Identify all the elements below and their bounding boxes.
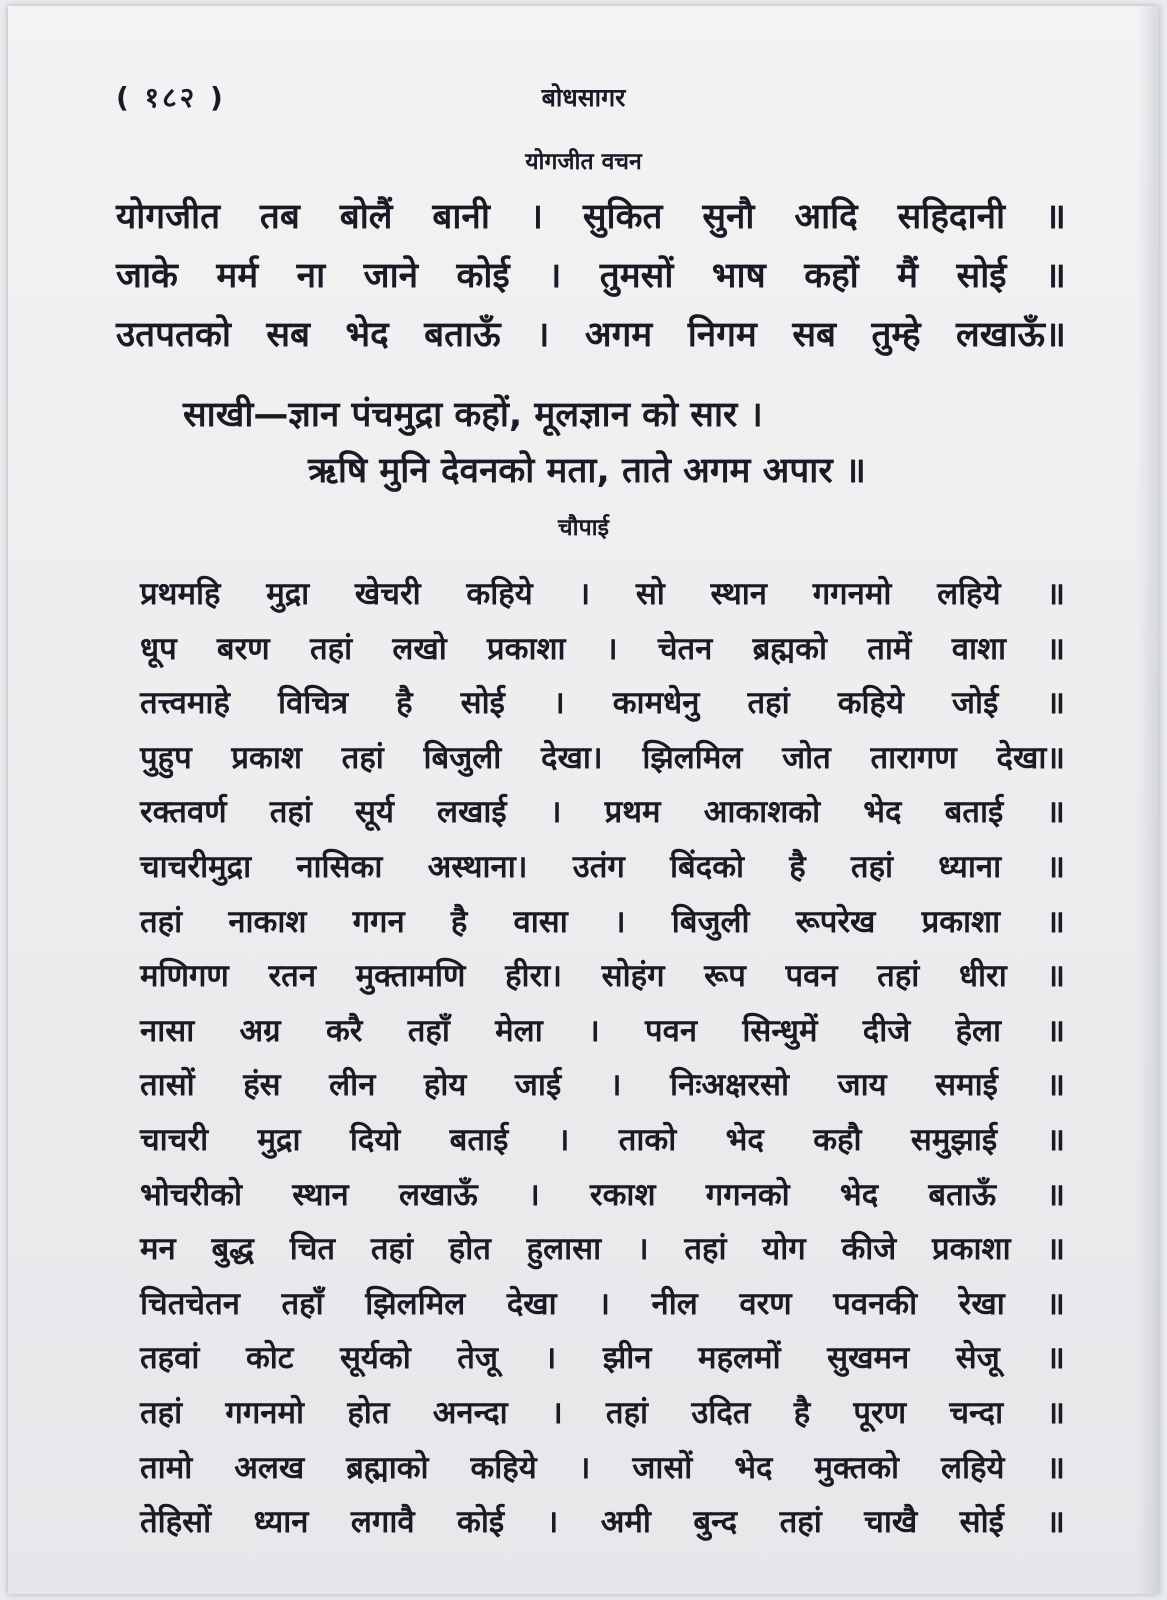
- verse-word: ॥: [1046, 1340, 1065, 1377]
- sakhi-line-2: ऋषि मुनि देवनको मता, ताते अगम अपार ॥: [308, 451, 866, 491]
- verse-word: समुझाई: [910, 1121, 998, 1158]
- verse-word: ।: [552, 685, 565, 722]
- verse-word: अलख: [234, 1449, 305, 1486]
- verse-word: सिन्धुमें: [742, 1012, 818, 1049]
- verse-word: रकाश: [589, 1176, 656, 1213]
- verse-word: ।: [548, 256, 562, 296]
- verse-word: नासिका: [296, 848, 383, 885]
- verse-word: सुखमन: [827, 1340, 910, 1377]
- verse-word: सब: [266, 315, 311, 355]
- verse-word: ना: [296, 256, 326, 296]
- verse-word: होत: [448, 1231, 491, 1268]
- verse-word: ताको: [618, 1121, 677, 1158]
- verse-word: बताऊँ: [424, 315, 501, 355]
- verse-word: तहां: [877, 958, 920, 995]
- verse-word: तामें: [867, 630, 912, 667]
- verse-word: प्रकाशा: [921, 903, 1001, 940]
- verse-word: खेचरी: [354, 576, 421, 612]
- verse-word: भेद: [863, 794, 902, 831]
- verse-word: चाचरी: [140, 1121, 209, 1158]
- verse-word: होत: [347, 1394, 390, 1431]
- verse-word: तहां: [309, 630, 353, 667]
- verse-word: देखा: [506, 1285, 557, 1322]
- verse-word: कीजे: [841, 1231, 897, 1268]
- verse-word: वरण: [739, 1285, 792, 1322]
- verse-word: पवनकी: [833, 1285, 918, 1322]
- verse-word: अगम: [584, 315, 653, 355]
- verse-word: ध्यान: [253, 1504, 309, 1541]
- verse-word: अग्र: [239, 1012, 281, 1049]
- verse-word: मन: [140, 1231, 176, 1268]
- verse-word: लगावै: [350, 1504, 415, 1541]
- verse-word: तुमसों: [599, 256, 674, 296]
- verse-word: बोलैं: [339, 197, 393, 237]
- verse-word: जाय: [837, 1067, 887, 1104]
- verse-word: कोट: [245, 1340, 294, 1377]
- verse-word: ॥: [1046, 1012, 1065, 1049]
- verse-word: चितचेतन: [140, 1285, 240, 1322]
- verse-word: सुकित: [582, 197, 663, 237]
- verse-word: सब: [792, 315, 836, 355]
- verse-word: सो: [635, 576, 665, 612]
- verse-word: ॥: [1046, 1504, 1065, 1541]
- verse-word: प्रकाशा: [487, 630, 566, 667]
- verse-word: बानी: [432, 197, 490, 237]
- verse-word: देखा॥: [996, 739, 1065, 776]
- verse-word: ।: [609, 1067, 622, 1104]
- verse-word: तहवां: [140, 1340, 200, 1377]
- verse-word: कहों: [804, 256, 859, 296]
- page-header: [8, 74, 1159, 124]
- verse-word: गगनमो: [225, 1394, 305, 1431]
- verse-word: सूर्यको: [339, 1340, 411, 1377]
- verse-line: [116, 192, 1066, 251]
- verse-word: कोई: [456, 256, 510, 296]
- verse-line: [140, 790, 1065, 845]
- verse-word: तब: [259, 197, 300, 237]
- verse-word: ।: [529, 197, 544, 237]
- verse-word: मुक्तामणि: [355, 958, 466, 995]
- verse-word: तेहिसों: [140, 1504, 212, 1541]
- verse-word: चित: [289, 1231, 336, 1268]
- verse-word: जाने: [363, 256, 419, 296]
- verse-word: ।: [527, 1176, 540, 1213]
- page-number: ( १८२ ): [116, 81, 226, 114]
- sakhi-line-1: साखी—ज्ञान पंचमुद्रा कहों, मूलज्ञान को सार ।: [183, 395, 763, 435]
- page-edge-shadow: [1137, 6, 1159, 1594]
- verse-word: कहौ: [813, 1121, 862, 1158]
- verse-word: ।: [588, 1012, 600, 1049]
- verse-word: धीरा: [958, 958, 1007, 995]
- verse-word: तहां: [605, 1394, 649, 1431]
- verse-word: लीन: [329, 1067, 376, 1104]
- verse-line: [140, 900, 1065, 955]
- verse-word: लखाई: [437, 794, 507, 831]
- verse-word: आदि: [794, 197, 858, 237]
- verse-word: कामधेनु: [612, 685, 700, 722]
- verse-word: हुलासा: [526, 1231, 602, 1268]
- verse-word: दियो: [349, 1121, 401, 1158]
- verse-word: भेद: [345, 315, 389, 355]
- verse-word: नाकाश: [228, 903, 307, 940]
- verse-word: बुद्ध: [211, 1231, 254, 1268]
- verse-word: तहां: [269, 794, 312, 831]
- verse-word: तहां: [370, 1231, 413, 1268]
- verse-word: ॥: [1046, 958, 1065, 995]
- verse-word: सोई: [956, 256, 1007, 296]
- verse-word: ॥: [1046, 576, 1065, 612]
- chaupai-verses: [140, 572, 1065, 1555]
- verse-word: ॥: [1046, 794, 1065, 831]
- verse-line: [140, 1063, 1065, 1118]
- verse-word: तहां: [140, 1394, 183, 1431]
- verse-word: बताई: [449, 1121, 509, 1158]
- verse-line: [140, 627, 1065, 682]
- verse-word: रूप: [704, 958, 746, 995]
- verse-word: ।: [544, 1340, 557, 1377]
- verse-word: तत्त्वमाहे: [140, 685, 230, 722]
- verse-word: मैं: [897, 256, 919, 296]
- verse-word: बिंदको: [670, 848, 745, 885]
- verse-word: वाशा: [951, 630, 1007, 667]
- verse-word: नील: [651, 1285, 698, 1322]
- verse-word: तारागण: [870, 739, 957, 776]
- verse-word: रेखा: [958, 1285, 1005, 1322]
- verse-word: उदित: [691, 1394, 751, 1431]
- verse-word: ।: [546, 1504, 559, 1541]
- verse-word: सोई: [460, 685, 505, 722]
- verse-word: मुद्रा: [266, 576, 310, 612]
- verse-word: ॥: [1044, 256, 1066, 296]
- verse-word: निःअक्षरसो: [669, 1067, 790, 1104]
- verse-word: बताई: [944, 794, 1004, 831]
- verse-word: भेद: [839, 1176, 879, 1213]
- verse-word: अनन्दा: [432, 1394, 508, 1431]
- verse-word: ।: [636, 1231, 649, 1268]
- verse-word: तहां: [747, 685, 790, 722]
- verse-word: ब्रह्माको: [346, 1449, 429, 1486]
- verse-line: [140, 681, 1065, 736]
- verse-word: लखाऊँ॥: [956, 315, 1066, 355]
- verse-word: ।: [578, 1449, 591, 1486]
- verse-word: चाखै: [864, 1504, 918, 1541]
- verse-word: कहिये: [837, 685, 904, 722]
- verse-line: [140, 1173, 1065, 1228]
- verse-word: ध्याना: [938, 848, 1002, 885]
- verse-word: कहिये: [466, 576, 533, 612]
- verse-word: ॥: [1046, 1067, 1065, 1104]
- verse-word: जोई: [952, 685, 999, 722]
- verse-word: रक्तवर्ण: [140, 794, 227, 831]
- verse-word: उतंग: [572, 848, 625, 885]
- verse-word: योग: [762, 1231, 806, 1268]
- verse-word: ॥: [1046, 1449, 1065, 1486]
- verse-word: अस्थाना।: [427, 848, 528, 885]
- verse-line: [140, 1446, 1065, 1501]
- verse-word: तहां: [684, 1231, 727, 1268]
- verse-line: [116, 310, 1066, 369]
- verse-word: महलमों: [698, 1340, 781, 1377]
- verse-line: [140, 572, 1065, 627]
- verse-line: [140, 1227, 1065, 1282]
- verse-word: है: [793, 1394, 811, 1431]
- verse-word: चेतन: [657, 630, 713, 667]
- verse-word: चन्दा: [949, 1394, 1004, 1431]
- verse-word: स्थान: [292, 1176, 349, 1213]
- verse-word: ।: [605, 630, 618, 667]
- verse-word: ॥: [1044, 197, 1066, 237]
- verse-word: सोहंग: [601, 958, 665, 995]
- verse-word: नासा: [140, 1012, 195, 1049]
- verse-line: [140, 1500, 1065, 1555]
- verse-word: मुक्तको: [814, 1449, 900, 1486]
- verse-word: ॥: [1046, 1231, 1065, 1268]
- verse-word: सहिदानी: [897, 197, 1006, 237]
- verse-line: [140, 954, 1065, 1009]
- verse-word: ॥: [1046, 630, 1065, 667]
- running-title: बोधसागर: [541, 83, 626, 112]
- verse-line: [140, 1009, 1065, 1064]
- verse-word: लखो: [392, 630, 447, 667]
- verse-word: तेजू: [457, 1340, 498, 1377]
- verse-word: लहिये: [941, 1449, 1005, 1486]
- verse-word: समाई: [935, 1067, 998, 1104]
- verse-word: स्थान: [710, 576, 768, 612]
- verse-word: तहां: [341, 739, 384, 776]
- verse-word: हीरा।: [505, 958, 563, 995]
- verse-word: तहां: [140, 903, 183, 940]
- verse-word: गगन: [352, 903, 405, 940]
- verse-word: गगनको: [705, 1176, 790, 1213]
- verse-word: प्रथमहि: [140, 576, 221, 612]
- verse-word: ।: [536, 315, 550, 355]
- verse-word: ॥: [1046, 848, 1065, 885]
- verse-word: तासों: [140, 1067, 195, 1104]
- verse-word: झिलमिल: [365, 1285, 466, 1322]
- verse-word: रूपरेख: [795, 903, 876, 940]
- verse-word: करै: [325, 1012, 363, 1049]
- verse-word: ।: [578, 576, 591, 612]
- verse-word: पवन: [785, 958, 838, 995]
- verse-word: देखा।: [541, 739, 603, 776]
- verse-word: भेद: [734, 1449, 773, 1486]
- verse-word: सूर्य: [354, 794, 394, 831]
- verse-word: पवन: [645, 1012, 698, 1049]
- verse-word: पूरण: [853, 1394, 907, 1431]
- verse-line: [140, 1391, 1065, 1446]
- verse-line: [116, 251, 1066, 310]
- verse-word: ।: [557, 1121, 570, 1158]
- verse-word: ॥: [1046, 1121, 1065, 1158]
- verse-word: चाचरीमुद्रा: [140, 848, 252, 885]
- verse-line: [140, 1336, 1065, 1391]
- verse-word: निगम: [687, 315, 757, 355]
- verse-word: बिजुली: [423, 739, 502, 776]
- verse-word: ॥: [1046, 1394, 1065, 1431]
- verse-word: तहाँ: [407, 1012, 450, 1049]
- verse-word: है: [450, 903, 468, 940]
- verse-word: झिलमिल: [642, 739, 743, 776]
- intro-verses: [116, 192, 1066, 369]
- verse-word: ॥: [1046, 1176, 1065, 1213]
- verse-word: लहिये: [937, 576, 1001, 612]
- verse-word: हंस: [243, 1067, 281, 1104]
- verse-word: जाई: [514, 1067, 562, 1104]
- verse-word: ॥: [1046, 685, 1065, 722]
- verse-word: कोई: [457, 1504, 505, 1541]
- verse-word: सुनौ: [702, 197, 755, 237]
- verse-word: दीजे: [862, 1012, 911, 1049]
- verse-line: [140, 736, 1065, 791]
- verse-word: उतपतको: [116, 315, 231, 355]
- verse-word: हेला: [955, 1012, 1002, 1049]
- verse-word: है: [396, 685, 413, 722]
- verse-word: ॥: [1046, 903, 1065, 940]
- section-heading-yogjit: योगजीत वचन: [525, 149, 642, 175]
- verse-word: भोचरीको: [140, 1176, 243, 1213]
- verse-line: [140, 1282, 1065, 1337]
- verse-word: मर्म: [216, 256, 259, 296]
- verse-word: गगनमो: [812, 576, 892, 612]
- verse-word: भेद: [725, 1121, 764, 1158]
- verse-word: ।: [549, 794, 562, 831]
- verse-word: आकाशको: [703, 794, 821, 831]
- verse-word: धूप: [140, 630, 177, 667]
- verse-word: विचित्र: [277, 685, 349, 722]
- verse-line: [140, 1118, 1065, 1173]
- verse-word: वासा: [513, 903, 568, 940]
- verse-word: योगजीत: [116, 197, 221, 237]
- verse-word: होय: [423, 1067, 467, 1104]
- verse-word: बताऊँ: [928, 1176, 997, 1213]
- verse-word: जोत: [782, 739, 831, 776]
- verse-word: बिजुली: [671, 903, 750, 940]
- verse-word: झीन: [602, 1340, 652, 1377]
- verse-word: लखाऊँ: [398, 1176, 478, 1213]
- verse-word: जासों: [632, 1449, 693, 1486]
- verse-word: रतन: [268, 958, 317, 995]
- verse-word: तहाँ: [281, 1285, 324, 1322]
- verse-word: प्रकाश: [231, 739, 302, 776]
- verse-word: मेला: [495, 1012, 543, 1049]
- verse-word: जाके: [116, 256, 178, 296]
- verse-word: सेजू: [955, 1340, 1000, 1377]
- verse-word: ।: [598, 1285, 610, 1322]
- verse-word: तहां: [779, 1504, 822, 1541]
- verse-word: बरण: [216, 630, 270, 667]
- verse-word: प्रकाशा: [932, 1231, 1011, 1268]
- verse-word: मुद्रा: [257, 1121, 301, 1158]
- verse-word: प्रथम: [604, 794, 661, 831]
- verse-word: भाष: [711, 256, 766, 296]
- verse-word: ब्रह्मको: [752, 630, 827, 667]
- verse-word: अमी: [600, 1504, 651, 1541]
- verse-word: मणिगण: [140, 958, 229, 995]
- verse-word: तहां: [850, 848, 894, 885]
- verse-word: ।: [550, 1394, 563, 1431]
- verse-word: तुम्हे: [871, 315, 921, 355]
- book-page: [8, 6, 1159, 1594]
- verse-word: ।: [613, 903, 626, 940]
- verse-word: कहिये: [470, 1449, 537, 1486]
- verse-word: ॥: [1046, 1285, 1065, 1322]
- verse-word: सोई: [959, 1504, 1004, 1541]
- verse-word: पुहुप: [140, 739, 192, 776]
- verse-word: बुन्द: [693, 1504, 738, 1541]
- verse-word: है: [789, 848, 806, 885]
- section-heading-chaupai: चौपाई: [558, 515, 609, 541]
- verse-line: [140, 845, 1065, 900]
- verse-word: तामो: [140, 1449, 193, 1486]
